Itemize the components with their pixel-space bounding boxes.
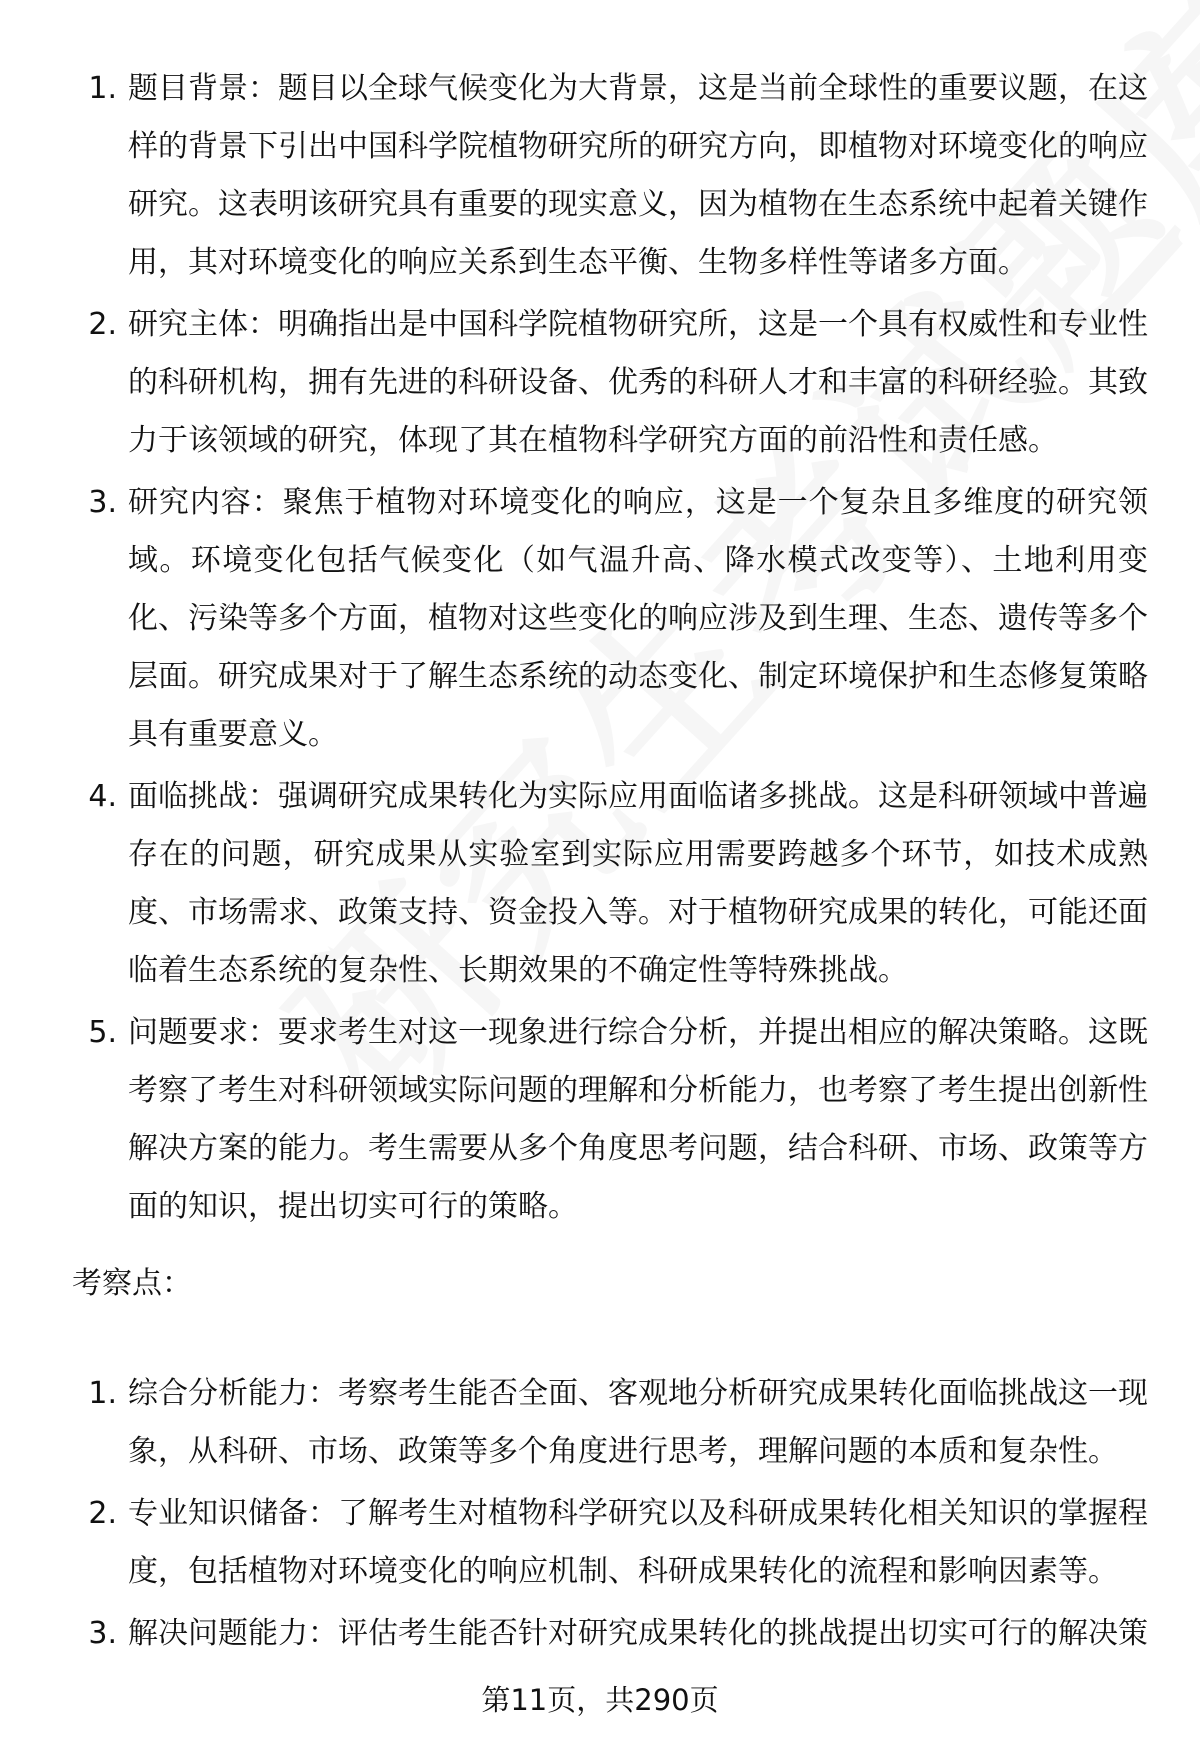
list-item [78, 1004, 1148, 1236]
item-text: 题目背景：题目以全球气候变化为大背景，这是当前全球性的重要议题，在这样的背景下引出中国科学院植物研究所的研究方向，即植物对环境变化的响应研究。这表明该研究具有重要的现实意义，因为植物在生态系统中起着关键作用，其对环境变化的响应关系到生态平衡、生物多样性等诸多方面。 [128, 71, 1148, 280]
page-footer: 第11页，共290页 [481, 1683, 719, 1717]
item-number: 5. [88, 1015, 117, 1050]
analysis-list [78, 60, 1148, 1240]
list-item [78, 1365, 1148, 1481]
item-number: 2. [88, 307, 117, 342]
section-title: 考察点： [72, 1266, 192, 1301]
item-text: 专业知识储备：了解考生对植物科学研究以及科研成果转化相关知识的掌握程度，包括植物对环境变化的响应机制、科研成果转化的流程和影响因素等。 [128, 1496, 1148, 1589]
list-item [78, 768, 1148, 1000]
list-item [78, 60, 1148, 292]
item-number: 3. [88, 485, 117, 520]
item-text: 研究内容：聚焦于植物对环境变化的响应，这是一个复杂且多维度的研究领域。环境变化包括气候变化（如气温升高、降水模式改变等）、土地利用变化、污染等多个方面，植物对这些变化的响应涉及到生理、生态、遗传等多个层面。研究成果对于了解生态系统的动态变化、制定环境保护和生态修复策略具有重要意义。 [128, 485, 1148, 752]
item-number: 4. [88, 779, 117, 814]
item-text: 问题要求：要求考生对这一现象进行综合分析，并提出相应的解决策略。这既考察了考生对科研领域实际问题的理解和分析能力，也考察了考生提出创新性解决方案的能力。考生需要从多个角度思考问题，结合科研、市场、政策等方面的知识，提出切实可行的策略。 [128, 1015, 1148, 1224]
item-text: 研究主体：明确指出是中国科学院植物研究所，这是一个具有权威性和专业性的科研机构，拥有先进的科研设备、优秀的科研人才和丰富的科研经验。其致力于该领域的研究，体现了其在植物科学研究方面的前沿性和责任感。 [128, 307, 1148, 458]
item-number: 1. [88, 71, 117, 106]
item-number: 1. [88, 1376, 117, 1411]
item-number: 2. [88, 1496, 117, 1531]
list-item [78, 474, 1148, 764]
list-item [78, 296, 1148, 470]
item-number: 3. [88, 1616, 117, 1651]
item-text: 综合分析能力：考察考生能否全面、客观地分析研究成果转化面临挑战这一现象，从科研、市场、政策等多个角度进行思考，理解问题的本质和复杂性。 [128, 1376, 1148, 1469]
list-item [78, 1485, 1148, 1601]
assessment-points-list [78, 1365, 1148, 1667]
item-text: 解决问题能力：评估考生能否针对研究成果转化的挑战提出切实可行的解决策 [128, 1616, 1148, 1651]
list-item [78, 1605, 1148, 1663]
item-text: 面临挑战：强调研究成果转化为实际应用面临诸多挑战。这是科研领域中普遍存在的问题，研究成果从实验室到实际应用需要跨越多个环节，如技术成熟度、市场需求、政策支持、资金投入等。对于植物研究成果的转化，可能还面临着生态系统的复杂性、长期效果的不确定性等特殊挑战。 [128, 779, 1148, 988]
